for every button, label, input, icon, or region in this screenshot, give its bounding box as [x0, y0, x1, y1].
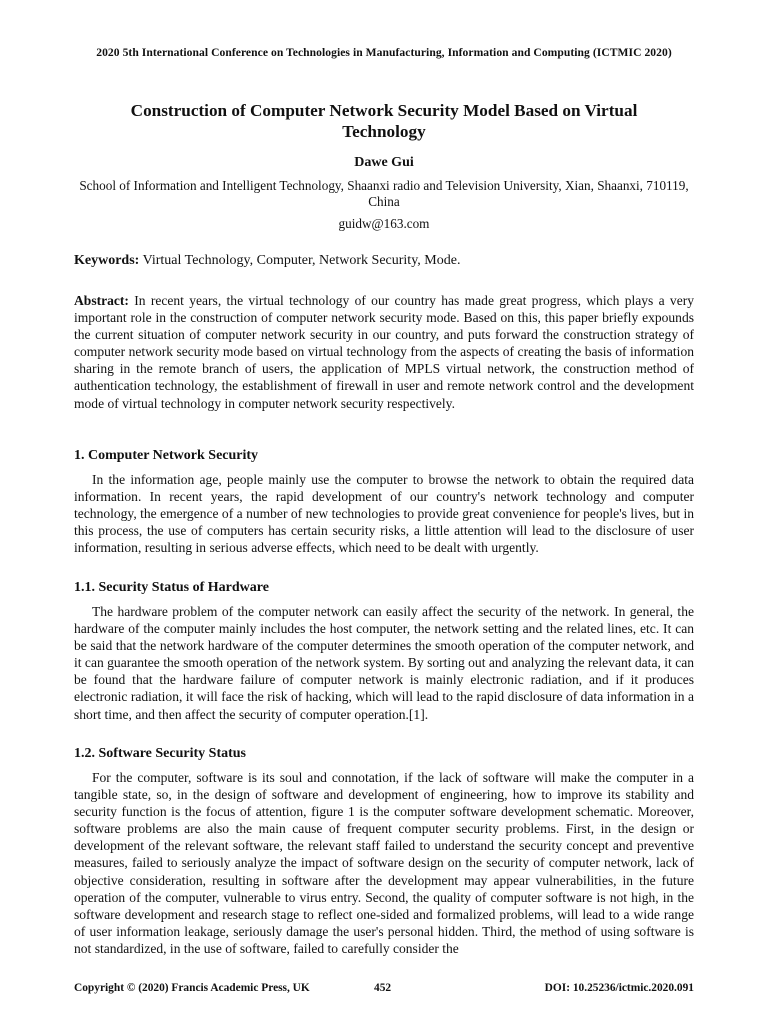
author-email: guidw@163.com [338, 216, 430, 231]
section-heading: 1.1. Security Status of Hardware [74, 580, 269, 595]
section-paragraph: The hardware problem of the computer network can easily affect the security of the network. In general, the hardware of the computer mainly includes the host computer, the network setting and the related lines, etc. It can be said that the network hardware of the computer determines the smooth operation of the computer network, and it can guarantee the smooth operation of the network system. By sorting out and analyzing the relevant data, it can be found that the hardware failure of computer network is mainly electronic radiation, and if it produces electronic radiation, it will face the risk of hacking, which will lead to the rapid disclosure of data information in a short time, and then affect the security of computer operation.[1]. [74, 604, 694, 722]
section-paragraph: For the computer, software is its soul and connotation, if the lack of software will make the computer in a tangible state, so, in the design of software and development of engineering, how to improve its stability and security function is the focus of attention, figure 1 is the computer software development schematic. Moreover, software problems are also the main cause of frequent computer security problems. First, in the design or development of the relevant software, the relevant staff failed to understand the security concept and preventive measures, failed to seriously analyze the impact of software design on the security of computer network, lack of objective consideration, resulting in software after the development may appear vulnerabilities, in the future operation of the computer, vulnerable to virus entry. Second, the quality of computer software is not high, in the software development and research stage to reflect one-sided and formalized problems, will lead to a wide range of user information leakage, seriously damage the user's personal hidden. Third, the method of using software is not standardized, in the use of software, failed to carefully consider the [74, 770, 694, 956]
footer-page-number: 452 [374, 982, 392, 994]
section-heading: 1.2. Software Security Status [74, 746, 247, 761]
footer-doi: DOI: 10.25236/ictmic.2020.091 [544, 982, 694, 994]
keywords-label: Keywords: [74, 253, 140, 268]
section-paragraph: In the information age, people mainly use the computer to browse the network to obtain the required data information. In recent years, the rapid development of our country's network technology and computer technology, the emergence of a number of new technologies to provide great convenience for people's lives, but in this process, the use of computers has certain security risks, a little attention will lead to the disclosure of user information, resulting in serious adverse effects, which need to be dealt with urgently. [74, 472, 694, 556]
author-name: Dawe Gui [354, 155, 414, 170]
conference-header: 2020 5th International Conference on Technologies in Manufacturing, Information and Computing (ICTMIC 2020) [96, 46, 672, 59]
keywords-text: Virtual Technology, Computer, Network Security, Mode. [142, 253, 461, 268]
paper-title: Construction of Computer Network Security Model Based on Virtual Technology [130, 101, 638, 141]
author-affiliation: School of Information and Intelligent Technology, Shaanxi radio and Television University, Xian, Shaanxi, 710119, China [79, 178, 689, 209]
abstract [74, 292, 694, 412]
abstract-label: Abstract: [74, 293, 129, 308]
section-heading: 1. Computer Network Security [74, 448, 259, 463]
keywords [74, 253, 694, 269]
footer-copyright: Copyright © (2020) Francis Academic Press, UK [74, 982, 310, 994]
abstract-text: In recent years, the virtual technology of our country has made great progress, which plays a very important role in the construction of computer network security mode. Based on this, this paper briefly expounds the current situation of computer network security in our country, and puts forward the construction strategy of computer network security mode based on virtual technology from the aspects of creating the basis of information sharing in the remote branch of users, the application of MPLS virtual network, the construction method of authentication technology, the establishment of firewall in user and remote network control and the development mode of virtual technology in computer network security respectively. [74, 293, 695, 411]
